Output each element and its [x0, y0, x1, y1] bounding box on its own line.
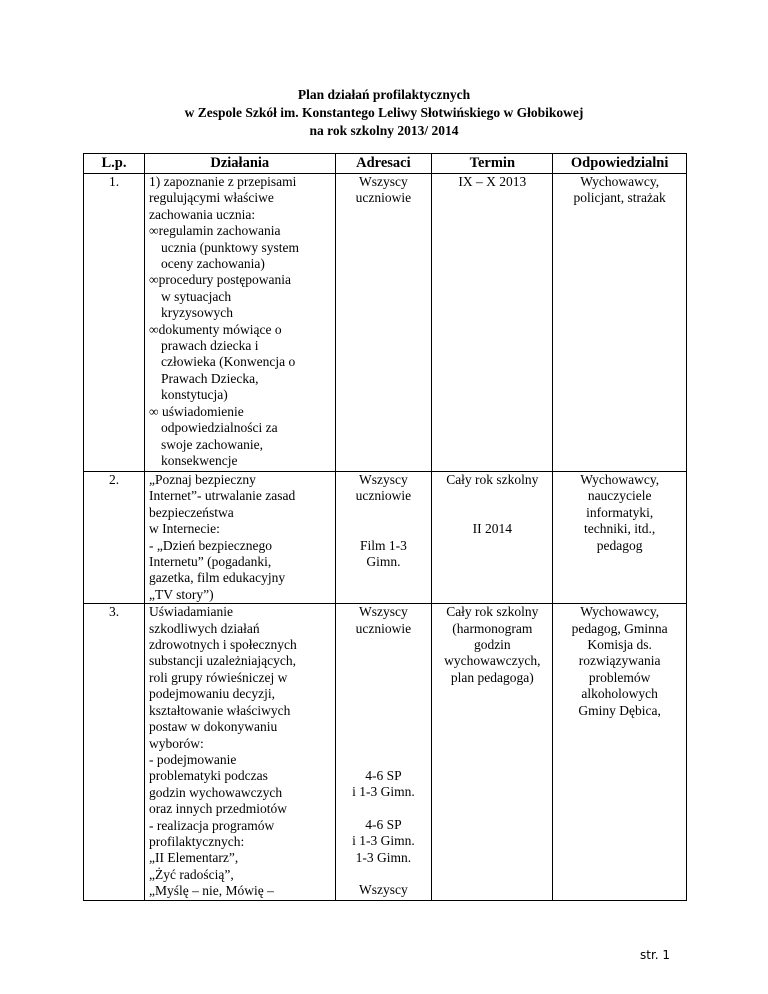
text-line: regulującymi właściwe [149, 190, 274, 206]
spacer [436, 488, 548, 521]
text-line: godzin [473, 637, 511, 653]
text-line: roli grupy rówieśniczej w [149, 669, 288, 685]
text-line: w Internecie: [149, 521, 220, 537]
bullet-line: ∞ uświadomienie [149, 403, 244, 419]
text-line: Gminy Dębica, [578, 702, 661, 718]
text-line: 4-6 SP [365, 816, 402, 832]
cell-odpowiedzialni [553, 472, 687, 604]
text-line: i 1-3 Gimn. [352, 833, 415, 849]
cell-termin [432, 604, 553, 900]
text-line: wyborów: [149, 735, 204, 751]
text-line: Wychowawcy, [580, 174, 660, 189]
text-line: Wszyscy [359, 604, 408, 620]
text-line: odpowiedzialności za [161, 420, 278, 436]
text-line: pedagog, Gminna [571, 620, 668, 636]
text-line: 4-6 SP [365, 768, 402, 784]
title-line-2: w Zespole Szkół im. Konstantego Leliwy Słotwińskiego w Głobikowej [184, 105, 584, 120]
header-termin: Termin [432, 154, 553, 174]
text-line: prawach dziecka i [161, 338, 259, 354]
text-line: Wszyscy [359, 882, 408, 898]
text-line: Cały rok szkolny [446, 472, 539, 487]
text-line: konsekwencje [161, 452, 238, 468]
text-line: Cały rok szkolny [446, 604, 539, 620]
text-line: uczniowie [355, 488, 412, 504]
text-line: godzin wychowawczych [149, 784, 283, 800]
cell-lp: 2. [84, 472, 145, 604]
text-line: i 1-3 Gimn. [352, 784, 415, 800]
bullet-line: ∞procedury postępowania [149, 272, 291, 288]
text-line: rozwiązywania [578, 653, 661, 669]
text-line: Film 1-3 [359, 537, 407, 553]
cell-adresaci [335, 472, 432, 604]
cell-dzialania [145, 472, 335, 604]
spacer [340, 801, 428, 817]
text-line: - podejmowanie [149, 751, 237, 767]
text-line: Wychowawcy, [580, 472, 660, 487]
text-line: konstytucja) [161, 387, 228, 403]
text-line: Wszyscy [359, 174, 408, 189]
text-line: profilaktycznych: [149, 833, 245, 849]
text-line: oceny zachowania) [161, 256, 265, 272]
text-line: ucznia (punktowy system [161, 239, 300, 255]
document-title [0, 86, 768, 140]
text-line: Internet”- utrwalanie zasad [149, 488, 296, 504]
cell-adresaci [335, 604, 432, 900]
text-line: - realizacja programów [149, 817, 275, 833]
plan-table [83, 153, 687, 901]
text-line: w sytuacjach [161, 288, 232, 304]
text-line: podejmowaniu decyzji, [149, 686, 275, 702]
header-odpowiedzialni: Odpowiedzialni [553, 154, 687, 174]
spacer [340, 637, 428, 768]
table-row [84, 174, 687, 472]
bullet-line: ∞regulamin zachowania [149, 223, 281, 239]
text-line: Internetu” (pogadanki, [149, 554, 272, 570]
text-line: zdrowotnych i społecznych [149, 637, 297, 653]
text-line: nauczyciele [587, 488, 652, 504]
spacer [340, 866, 428, 882]
text-line: plan pedagoga) [450, 669, 534, 685]
cell-odpowiedzialni [553, 174, 687, 472]
text-line: Komisja ds. [587, 637, 652, 653]
text-line: II 2014 [472, 521, 512, 537]
text-line: uczniowie [355, 620, 412, 636]
cell-dzialania [145, 604, 335, 900]
text-line: gazetka, film edukacyjny [149, 570, 286, 586]
cell-lp: 3. [84, 604, 145, 900]
text-line: wychowawczych, [444, 653, 541, 669]
cell-termin [432, 472, 553, 604]
text-line: Wszyscy [359, 472, 408, 487]
text-line: informatyki, [586, 504, 654, 520]
text-line: uczniowie [355, 190, 412, 206]
text-line: - „Dzień bezpiecznego [149, 537, 272, 553]
cell-odpowiedzialni [553, 604, 687, 900]
text-line: Wychowawcy, [580, 604, 660, 620]
page-number: str. 1 [640, 948, 671, 962]
text-line: „TV story”) [149, 586, 214, 602]
text-line: swoje zachowanie, [161, 436, 263, 452]
text-line: szkodliwych działań [149, 620, 260, 636]
text-line: kształtowanie właściwych [149, 702, 291, 718]
bullet-line: ∞dokumenty mówiące o [149, 321, 282, 337]
text-line: policjant, strażak [573, 190, 666, 206]
text-line: alkoholowych [581, 686, 658, 702]
title-line-1: Plan działań profilaktycznych [297, 87, 471, 102]
text-line: IX – X 2013 [458, 174, 527, 189]
table-row [84, 472, 687, 604]
header-dzialania: Działania [145, 154, 335, 174]
text-line: Prawach Dziecka, [161, 370, 259, 386]
cell-dzialania [145, 174, 335, 472]
text-line: „Żyć radością”, [149, 866, 234, 882]
text-line: postaw w dokonywaniu [149, 719, 278, 735]
text-line: „Poznaj bezpieczny [149, 472, 256, 487]
text-line: oraz innych przedmiotów [149, 801, 287, 817]
text-line: „II Elementarz”, [149, 850, 239, 866]
title-line-3: na rok szkolny 2013/ 2014 [309, 123, 459, 138]
text-line: kryzysowych [161, 305, 234, 321]
cell-adresaci [335, 174, 432, 472]
spacer [340, 505, 428, 538]
table-row [84, 604, 687, 900]
text-line: techniki, itd., [584, 521, 656, 537]
text-line: bezpieczeństwa [149, 504, 234, 520]
text-line: człowieka (Konwencja o [161, 354, 296, 370]
text-line: 1-3 Gimn. [355, 849, 412, 865]
text-line: zachowania ucznia: [149, 206, 256, 222]
text-line: (harmonogram [452, 620, 533, 636]
cell-lp: 1. [84, 174, 145, 472]
cell-termin [432, 174, 553, 472]
text-line: Gimn. [366, 554, 401, 570]
header-adresaci: Adresaci [335, 154, 432, 174]
text-line: pedagog [596, 537, 643, 553]
text-line: problemów [588, 669, 651, 685]
header-lp: L.p. [84, 154, 145, 174]
text-line: 1) zapoznanie z przepisami [149, 174, 297, 189]
text-line: Uświadamianie [149, 604, 234, 620]
text-line: substancji uzależniających, [149, 653, 296, 669]
text-line: problematyki podczas [149, 768, 268, 784]
text-line: „Myślę – nie, Mówię – [149, 883, 274, 899]
table-header-row [84, 154, 687, 174]
